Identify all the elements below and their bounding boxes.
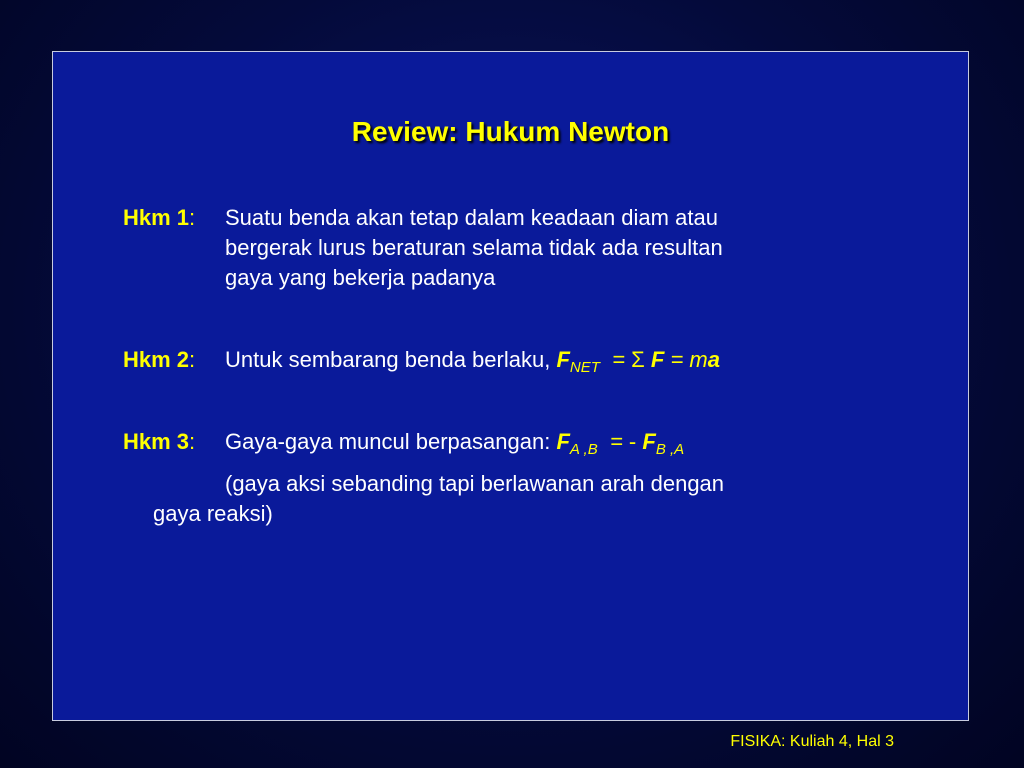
eq3-force-ab: F (556, 429, 570, 454)
law-1-label-row (123, 203, 195, 233)
law-1-text-line-2: bergerak lurus beraturan selama tidak ada resultan (225, 235, 723, 260)
law-2-statement: Untuk sembarang benda berlaku, (225, 347, 551, 372)
law-2-label-row (123, 345, 195, 375)
eq-mass: m (689, 347, 708, 372)
eq3-force-ba: F (642, 429, 656, 454)
law-1-text-line-1: Suatu benda akan tetap dalam keadaan diam atau (225, 205, 718, 230)
law-3-label: Hkm 3 (123, 429, 190, 454)
law-2-label: Hkm 2 (123, 347, 190, 372)
eq-net-subscript: NET (569, 359, 600, 376)
slide-footer: FISIKA: Kuliah 4, Hal 3 (730, 733, 894, 750)
eq3-minus: - (628, 429, 637, 454)
law-1-text-line-3: gaya yang bekerja padanya (225, 265, 496, 290)
eq3-subscript-ba: B ,A (655, 441, 685, 458)
law-1-label: Hkm 1 (123, 205, 190, 230)
eq-force-symbol: F (556, 347, 570, 372)
eq3-equals: = (609, 429, 623, 454)
law-3-statement: Gaya-gaya muncul berpasangan: (225, 429, 551, 454)
law-3-note-line-2: gaya reaksi) (153, 501, 273, 526)
slide-title: Review: Hukum Newton (351, 116, 670, 147)
law-3-equation (556, 429, 685, 458)
law-3-text (225, 427, 925, 465)
law-2-colon: : (189, 347, 196, 372)
eq3-subscript-ab: A ,B (569, 441, 598, 458)
law-1-text (225, 203, 925, 293)
law-1-colon: : (189, 205, 196, 230)
law-2-equation (556, 347, 720, 376)
slide-frame (52, 51, 969, 721)
law-3-label-row (123, 427, 195, 457)
law-3-colon: : (189, 429, 196, 454)
eq-force-symbol-2: F (650, 347, 665, 372)
law-2-text (225, 345, 925, 383)
eq-equals-1: = (612, 347, 625, 372)
eq-acceleration: a (707, 347, 720, 372)
eq-equals-2: = (670, 347, 684, 372)
sigma-symbol: Σ (631, 347, 645, 372)
law-3-note-line-1: (gaya aksi sebanding tapi berlawanan arah dengan (225, 471, 725, 496)
